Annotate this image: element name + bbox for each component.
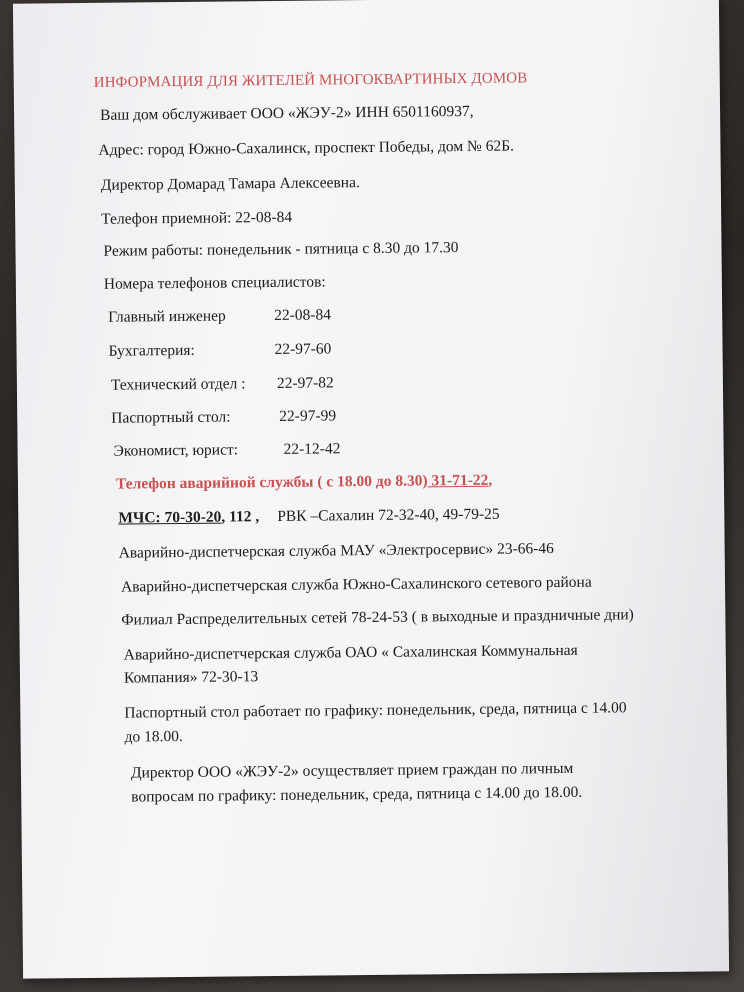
branch-line: Филиал Распределительных сетей 78-24-53 ( в выходные и праздничные дни): [121, 606, 634, 629]
specialist-phone: 22-12-42: [283, 440, 341, 458]
dispatch-electro-line: Аварийно-диспетчерская служба МАУ «Электросервис» 23-66-46: [118, 540, 554, 562]
dispatch-oao-line-2: Компания» 72-30-13: [123, 668, 259, 687]
reception-phone-line: Телефон приемной: 22-08-84: [101, 208, 293, 228]
director-line: Директор Домарад Тамара Алексеевна.: [100, 174, 360, 194]
mchs-label: МЧС: 70-30-20: [118, 508, 222, 527]
emergency-line: [116, 472, 492, 494]
passport-schedule-line-2: до 18.00.: [124, 727, 183, 746]
emergency-comma: ,: [488, 471, 493, 489]
document-title: ИНФОРМАЦИЯ ДЛЯ ЖИТЕЛЕЙ МНОГОКВАРТИНЫХ ДОМОВ: [93, 70, 528, 91]
specialist-role: Технический отдел :: [110, 375, 246, 394]
address-line: Адрес: город Южно-Сахалинск, проспект Победы, дом № 62Б.: [98, 137, 515, 159]
emergency-phone: 31-71-22: [427, 471, 489, 490]
director-reception-line-2: вопросам по графику: понедельник, среда, пятница с 14.00 до 18.00.: [131, 783, 583, 806]
paper-sheet: [13, 0, 729, 979]
specialist-phone: 22-97-60: [274, 340, 332, 359]
specialist-phone: 22-97-99: [279, 407, 337, 425]
emergency-contacts-line: [118, 506, 499, 528]
dispatch-oao-line-1: Аварийно-диспетчерская служба ОАО « Сахалинская Коммунальная: [123, 641, 578, 664]
rvk-contact: РВК –Сахалин 72-32-40, 49-79-25: [277, 505, 500, 525]
specialist-role: Главный инженер: [108, 307, 226, 326]
specialist-role: Паспортный стол:: [111, 408, 231, 427]
dispatch-network-line: Аварийно-диспетчерская служба Южно-Сахалинского сетевого района: [120, 573, 592, 596]
specialists-heading: Номера телефонов специалистов:: [103, 273, 326, 293]
director-reception-line-1: Директор ООО «ЖЭУ-2» осуществляет прием граждан по личным: [130, 759, 574, 782]
work-hours-line: Режим работы: понедельник - пятница с 8.30 до 17.30: [103, 239, 459, 260]
specialist-phone: 22-97-82: [276, 374, 334, 392]
passport-schedule-line-1: Паспортный стол работает по графику: понедельник, среда, пятница с 14.00: [124, 699, 627, 722]
specialist-phone: 22-08-84: [274, 306, 332, 325]
mchs-rest: , 112 ,: [221, 508, 260, 526]
emergency-label: Телефон аварийной службы ( с 18.00 до 8.30): [115, 472, 428, 493]
specialist-role: Бухгалтерия:: [108, 341, 195, 360]
specialist-role: Экономист, юрист:: [113, 441, 239, 460]
serviced-by-line: Ваш дом обслуживает ООО «ЖЭУ-2» ИНН 6501160937,: [99, 102, 474, 124]
